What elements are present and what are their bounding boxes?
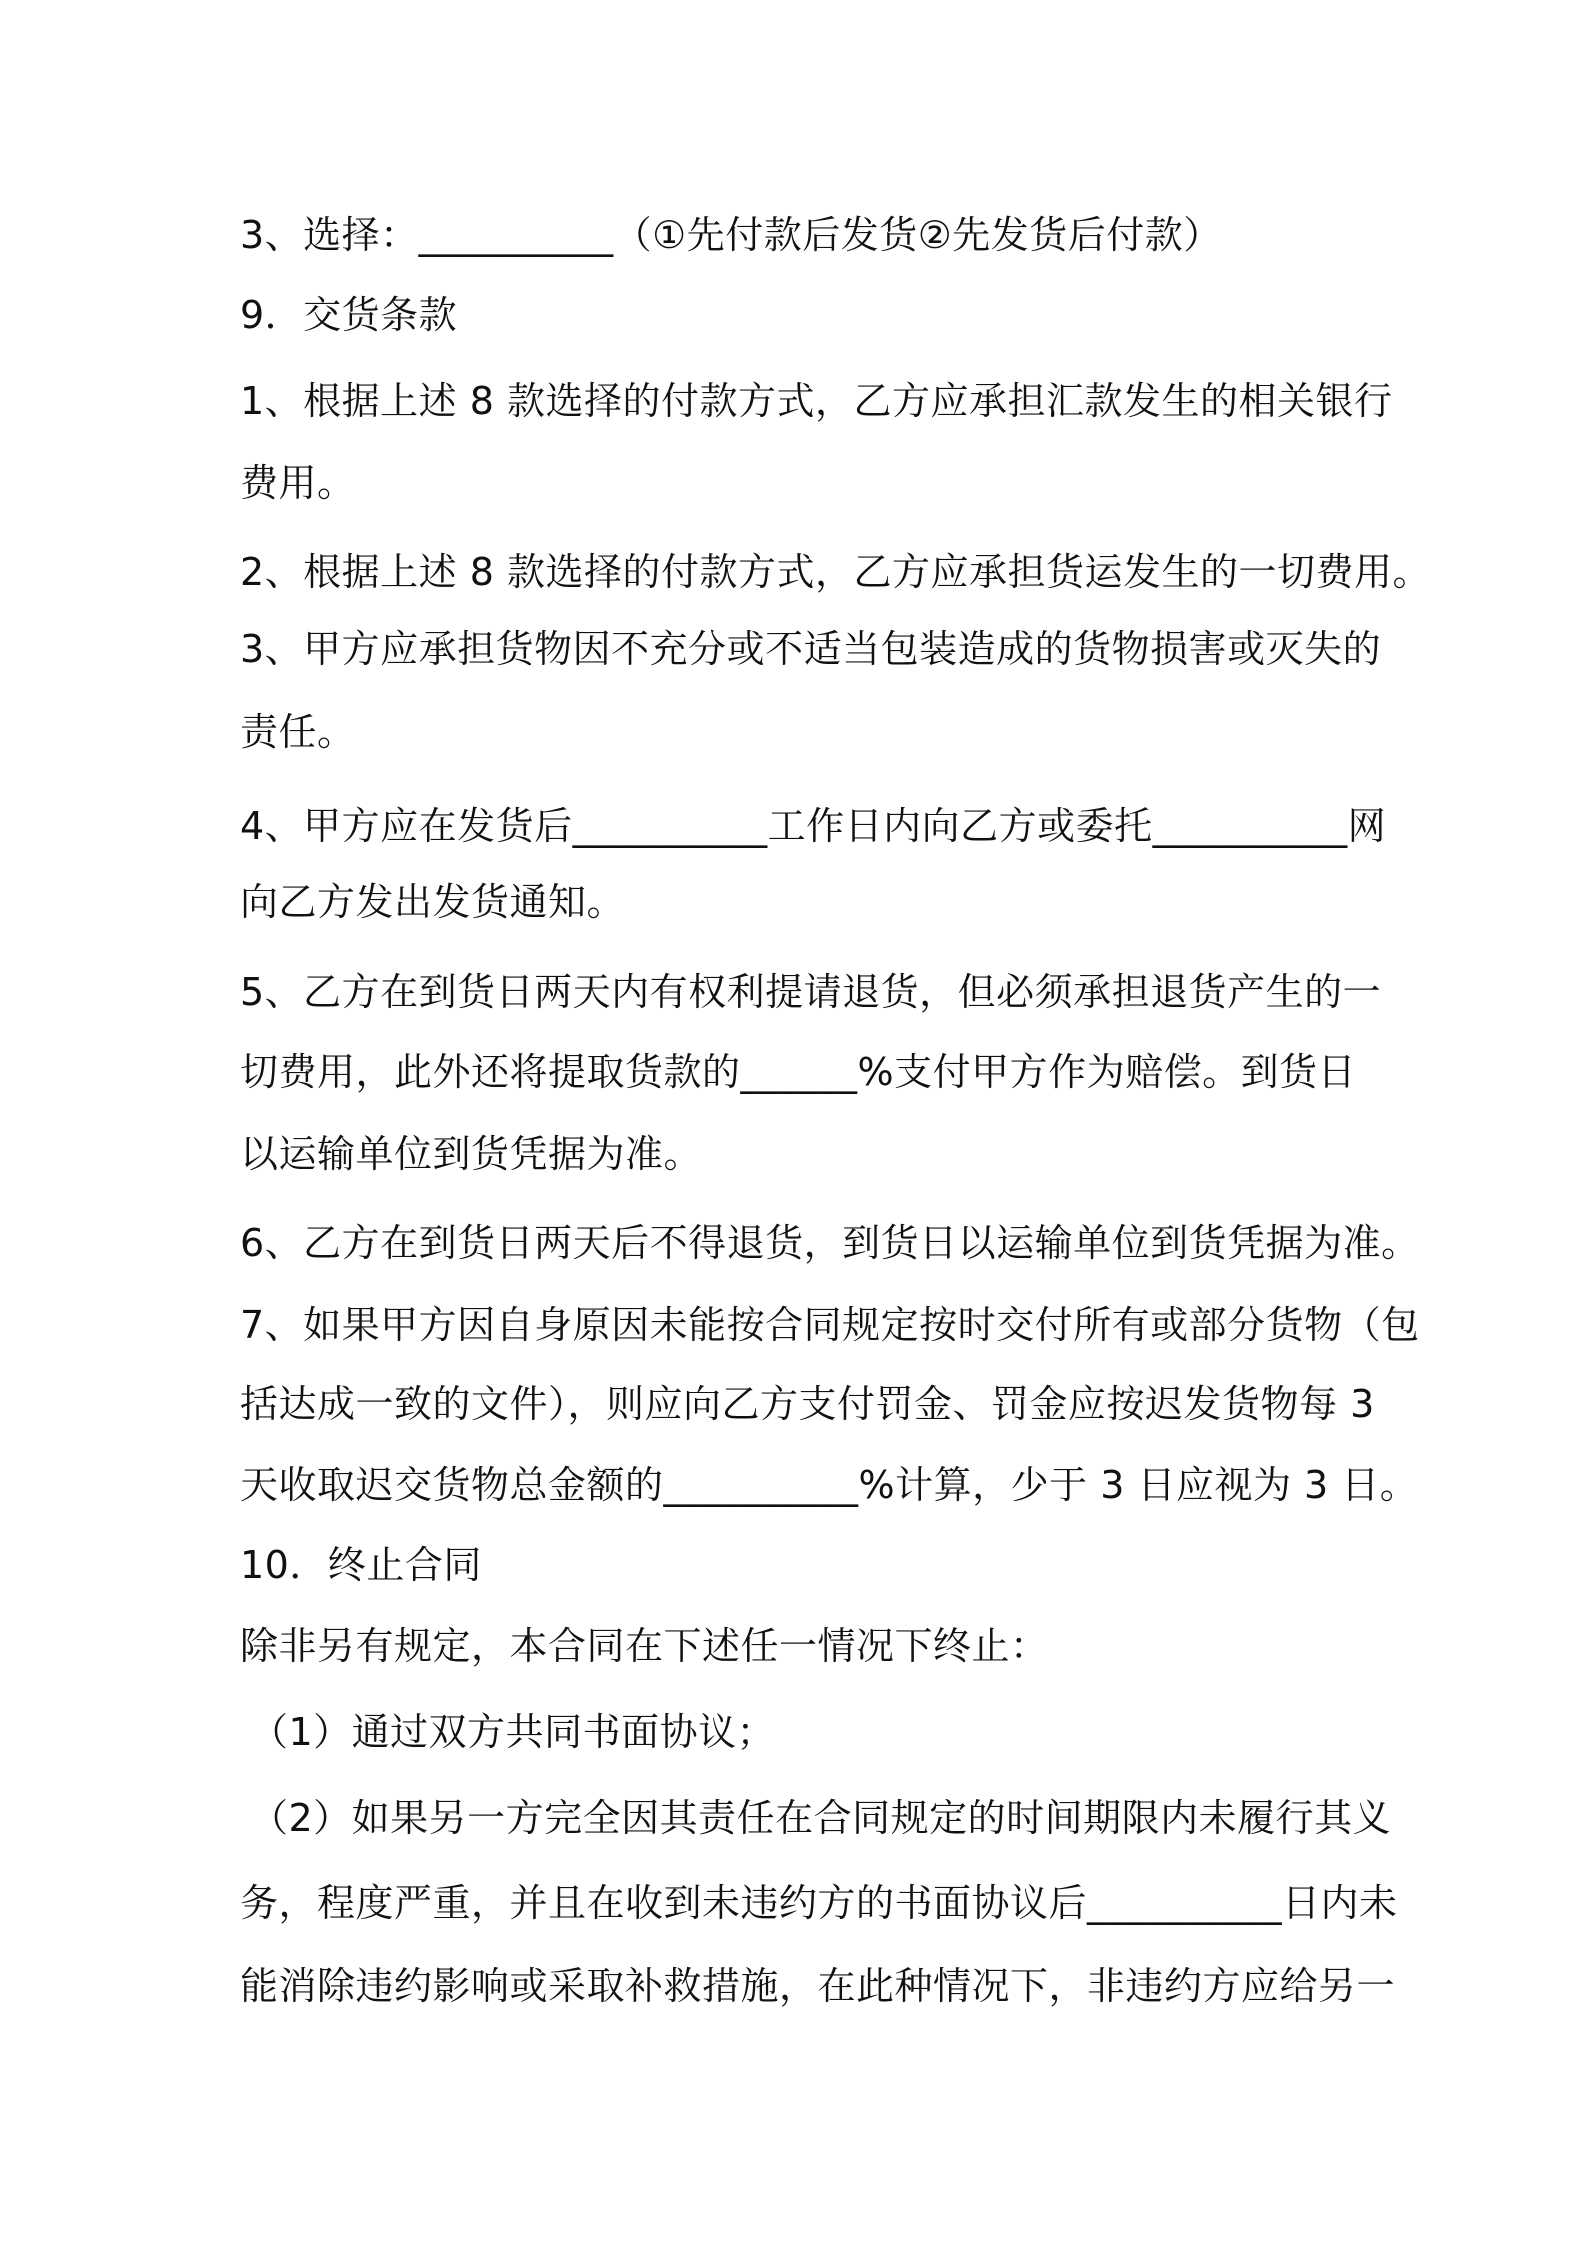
clause-line: 1、根据上述 8 款选择的付款方式，乙方应承担汇款发生的相关银行 — [240, 379, 1393, 423]
clause-line: 4、甲方应在发货后__________工作日内向乙方或委托__________网 — [240, 804, 1387, 848]
clause-line: 3、甲方应承担货物因不充分或不适当包装造成的货物损害或灭失的 — [240, 627, 1382, 671]
payment-choice-line: 3、选择：__________（①先付款后发货②先发货后付款） — [240, 213, 1222, 257]
clause-line: 责任。 — [240, 710, 356, 754]
clause-line: 以运输单位到货凭据为准。 — [240, 1132, 703, 1176]
clause-line: 2、根据上述 8 款选择的付款方式，乙方应承担货运发生的一切费用。 — [240, 550, 1432, 594]
section-heading-delivery: 9．交货条款 — [240, 293, 458, 337]
clause-line: 务，程度严重，并且在收到未违约方的书面协议后__________日内未 — [240, 1881, 1398, 1925]
clause-line: 费用。 — [240, 461, 356, 505]
clause-line: 5、乙方在到货日两天内有权利提请退货，但必须承担退货产生的一 — [240, 970, 1382, 1014]
clause-line: 6、乙方在到货日两天后不得退货，到货日以运输单位到货凭据为准。 — [240, 1221, 1420, 1265]
clause-line: 7、如果甲方因自身原因未能按合同规定按时交付所有或部分货物（包 — [240, 1303, 1420, 1347]
clause-line: 切费用，此外还将提取货款的______%支付甲方作为赔偿。到货日 — [240, 1050, 1357, 1094]
termination-intro: 除非另有规定，本合同在下述任一情况下终止： — [240, 1624, 1049, 1668]
termination-item-2: （2）如果另一方完全因其责任在合同规定的时间期限内未履行其义 — [250, 1796, 1392, 1840]
clause-line: 括达成一致的文件），则应向乙方支付罚金、罚金应按迟发货物每 3 — [240, 1382, 1375, 1426]
section-heading-termination: 10．终止合同 — [240, 1543, 482, 1587]
clause-line: 能消除违约影响或采取补救措施，在此种情况下，非违约方应给另一 — [240, 1964, 1396, 2008]
clause-line: 向乙方发出发货通知。 — [240, 880, 626, 924]
termination-item-1: （1）通过双方共同书面协议； — [250, 1710, 776, 1754]
clause-line: 天收取迟交货物总金额的__________%计算，少于 3 日应视为 3 日。 — [240, 1463, 1419, 1507]
